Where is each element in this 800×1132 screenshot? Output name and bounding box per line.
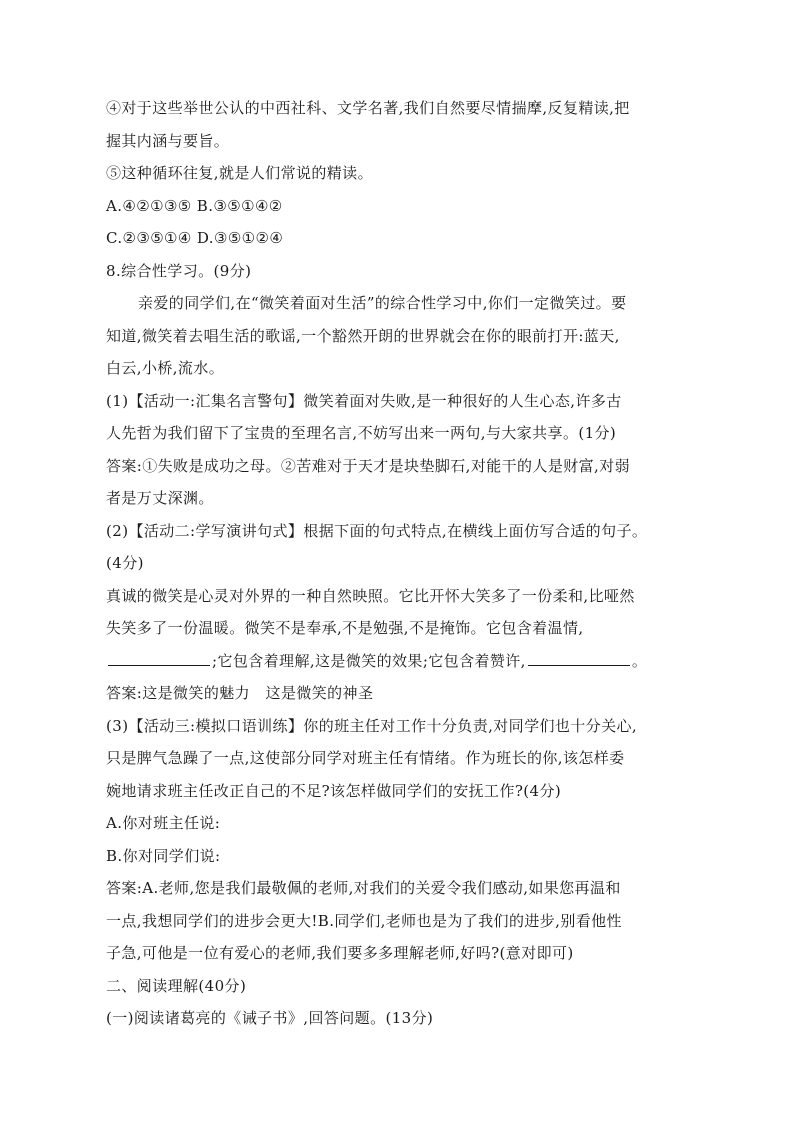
activity2-line: (4分): [106, 554, 144, 572]
section2-subtitle: (一)阅读诸葛亮的《诫子书》,回答问题。(13分): [106, 1009, 434, 1027]
answer3-line: 子急,可他是一位有爱心的老师,我们要多多理解老师,好吗?(意对即可): [106, 944, 574, 962]
example-line: 真诚的微笑是心灵对外界的一种自然映照。它比开怀大笑多了一份柔和,比哑然: [106, 586, 635, 605]
activity3-line: (3)【活动三:模拟口语训练】你的班主任对工作十分负责,对同学们也十分关心,: [106, 716, 638, 735]
q8-intro-line: 知道,微笑着去唱生活的歌谣,一个豁然开朗的世界就会在你的眼前打开:蓝天,: [106, 326, 620, 345]
document-body: [106, 92, 706, 1035]
q8-intro-line: 白云,小桥,流水。: [106, 359, 225, 377]
answer1-line: 者是万丈深渊。: [106, 489, 214, 507]
fill-blank-2: [528, 653, 630, 666]
section2-title: 二、阅读理解(40分): [106, 976, 247, 995]
q7-options-ab: A.④②①③⑤ B.③⑤①④②: [106, 196, 283, 215]
activity3-line: 婉地请求班主任改正自己的不足?该怎样做同学们的安抚工作?(4分): [106, 781, 562, 800]
activity2-line: (2)【活动二:学写演讲句式】根据下面的句式特点,在横线上面仿写合适的句子。: [106, 521, 648, 540]
activity1-line: 人先哲为我们留下了宝贵的至理名言,不妨写出来一两句,与大家共享。(1分): [106, 424, 617, 442]
q7-text-line: 握其内涵与要旨。: [106, 131, 230, 150]
example-middle-text: ;它包含着理解,这是微笑的效果;它包含着赞许,: [212, 651, 526, 670]
answer2-line: 答案:这是微笑的魅力 这是微笑的神圣: [106, 684, 374, 702]
example-line: 失笑多了一份温暖。微笑不是奉承,不是勉强,不是掩饰。它包含着温情,: [106, 619, 584, 637]
activity3-prompt-b: B.你对同学们说:: [106, 846, 221, 865]
activity1-line: (1)【活动一:汇集名言警句】微笑着面对失败,是一种很好的人生心态,许多古: [106, 391, 622, 410]
q7-text-line: ④对于这些举世公认的中西社科、文学名著,我们自然要尽情揣摩,反复精读,把: [106, 99, 630, 117]
activity3-line: 只是脾气急躁了一点,这使部分同学对班主任有情绪。作为班长的你,该怎样委: [106, 749, 625, 767]
answer3-line: 一点,我想同学们的进步会更大!B.同学们,老师也是为了我们的进步,别看他性: [106, 911, 622, 930]
q7-options-cd: C.②③⑤①④ D.③⑤①②④: [106, 229, 284, 247]
q8-intro-line: 亲爱的同学们,在“微笑着面对生活”的综合性学习中,你们一定微笑过。要: [138, 294, 627, 312]
fill-blank-1: [108, 653, 210, 666]
activity3-prompt-a: A.你对班主任说:: [106, 814, 221, 832]
answer3-line: 答案:A.老师,您是我们最敬佩的老师,对我们的关爱令我们感动,如果您再温和: [106, 879, 621, 897]
answer1-line: 答案:①失败是成功之母。②苦难对于天才是块垫脚石,对能干的人是财富,对弱: [106, 456, 630, 475]
q7-text-line: ⑤这种循环往复,就是人们常说的精读。: [106, 164, 373, 182]
q8-title: 8.综合性学习。(9分): [106, 261, 252, 280]
example-end-text: 。: [631, 651, 648, 670]
example-fill-line: [106, 645, 706, 678]
